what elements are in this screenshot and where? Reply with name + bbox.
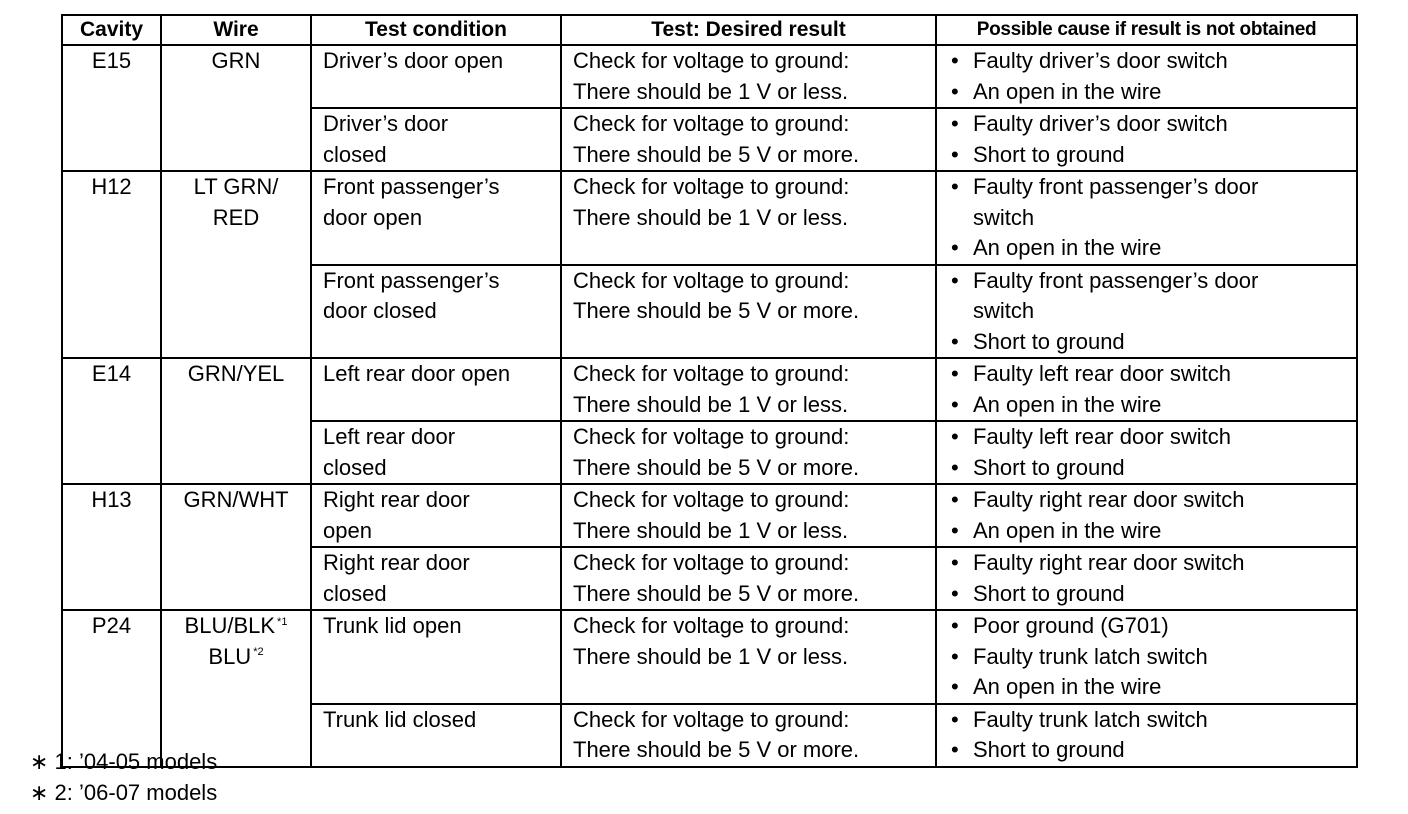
wire-color: LT GRN/	[193, 174, 279, 199]
possible-cause-cell	[936, 484, 1357, 547]
cause-text	[973, 705, 1208, 736]
cause-text	[973, 140, 1125, 171]
cause-list-item	[951, 611, 1356, 642]
cause-text-line: Faulty driver’s door switch	[973, 111, 1228, 136]
test-condition-text: closed	[323, 141, 387, 167]
desired-result-cell	[561, 108, 936, 171]
test-condition-text: Trunk lid open	[323, 613, 462, 638]
table-header-row	[62, 15, 1357, 45]
table-row	[62, 45, 1357, 108]
desired-result-cell	[561, 704, 936, 767]
cause-text	[973, 548, 1244, 579]
table-body	[62, 45, 1357, 767]
cause-text-line: Faulty trunk latch switch	[973, 706, 1208, 732]
bullet-icon: •	[951, 550, 959, 575]
cause-list-item	[951, 548, 1356, 579]
cause-text-line: switch	[973, 298, 1035, 323]
cause-text-line: Faulty trunk latch switch	[973, 643, 1208, 669]
bullet-icon: •	[951, 517, 959, 543]
desired-result-text: Check for voltage to ground:	[573, 424, 850, 449]
test-condition-cell	[311, 484, 561, 547]
wire-color-line	[162, 485, 310, 516]
wire-cell	[161, 171, 311, 358]
cause-text	[973, 642, 1208, 673]
possible-cause-cell	[936, 610, 1357, 704]
test-condition-text: Right rear door	[323, 487, 470, 512]
cavity-label: H12	[91, 174, 132, 199]
bullet-icon: •	[951, 141, 959, 167]
desired-result-cell	[561, 484, 936, 547]
cause-text-line: Faulty front passenger’s door	[973, 174, 1259, 199]
test-condition-text: Left rear door	[323, 424, 456, 449]
cavity-label: E15	[91, 48, 132, 73]
desired-result-cell	[561, 610, 936, 704]
desired-result-text: Check for voltage to ground:	[573, 48, 850, 73]
bullet-icon: •	[951, 487, 959, 512]
desired-result-cell	[561, 547, 936, 610]
cause-list-item	[951, 516, 1356, 547]
bullet-icon: •	[951, 613, 959, 638]
cause-text-line: Faulty driver’s door switch	[973, 48, 1228, 73]
cause-text	[973, 390, 1161, 421]
cause-text-line: Poor ground (G701)	[973, 613, 1169, 638]
cause-text	[973, 485, 1244, 516]
bullet-icon: •	[951, 267, 959, 293]
desired-result-text: Check for voltage to ground:	[573, 267, 850, 293]
cause-list-item	[951, 233, 1356, 264]
desired-result-text: Check for voltage to ground:	[573, 706, 850, 732]
cause-text	[973, 516, 1161, 547]
bullet-icon: •	[951, 580, 959, 606]
wire-cell	[161, 484, 311, 610]
bullet-icon: •	[951, 706, 959, 732]
cause-list-item	[951, 140, 1356, 171]
test-condition-text: Driver’s door open	[323, 48, 504, 73]
door-switch-test-table	[61, 14, 1358, 768]
wire-color-line	[162, 46, 310, 77]
possible-cause-cell	[936, 421, 1357, 484]
desired-result-text: There should be 1 V or less.	[573, 78, 849, 104]
cause-text	[973, 359, 1231, 390]
desired-result-cell	[561, 358, 936, 421]
wire-color-line	[162, 203, 310, 234]
table-row	[62, 171, 1357, 265]
wire-color-line	[162, 642, 310, 673]
desired-result-cell	[561, 45, 936, 108]
cause-text	[973, 233, 1161, 264]
test-condition-cell	[311, 265, 561, 359]
cause-list-item	[951, 390, 1356, 421]
bullet-icon: •	[951, 48, 959, 73]
test-condition-cell	[311, 704, 561, 767]
bullet-icon: •	[951, 361, 959, 386]
desired-result-text: There should be 5 V or more.	[573, 454, 860, 480]
cause-text	[973, 611, 1169, 642]
header-possible-cause: Possible cause if result is not obtained	[936, 15, 1357, 45]
bullet-icon: •	[951, 643, 959, 669]
footnote-2: ∗ 2: ’06-07 models	[30, 780, 218, 805]
bullet-icon: •	[951, 174, 959, 199]
wire-color-line	[162, 172, 310, 203]
bullet-icon: •	[951, 111, 959, 136]
desired-result-text: There should be 1 V or less.	[573, 391, 849, 417]
test-condition-cell	[311, 610, 561, 704]
cause-text	[973, 579, 1125, 610]
test-condition-text: open	[323, 517, 372, 543]
desired-result-text: There should be 5 V or more.	[573, 580, 860, 606]
desired-result-text: Check for voltage to ground:	[573, 361, 850, 386]
cause-text	[973, 672, 1161, 703]
cause-text-line: Short to ground	[973, 737, 1125, 762]
cause-text-line: An open in the wire	[973, 391, 1162, 417]
cause-list-item	[951, 359, 1356, 390]
desired-result-cell	[561, 171, 936, 265]
bullet-icon: •	[951, 391, 959, 417]
cause-text	[973, 172, 1258, 233]
wire-footnote-marker: *1	[277, 615, 288, 628]
cause-list-item	[951, 327, 1356, 358]
header-desired-result: Test: Desired result	[561, 15, 936, 45]
test-condition-text: Front passenger’s	[323, 267, 500, 293]
wire-color: GRN/YEL	[187, 361, 285, 386]
test-condition-cell	[311, 108, 561, 171]
cause-text-line: Faulty front passenger’s door	[973, 267, 1259, 293]
header-test-condition: Test condition	[311, 15, 561, 45]
test-condition-cell	[311, 421, 561, 484]
wire-color-line	[162, 611, 310, 642]
cause-text-line: Faulty left rear door switch	[973, 424, 1231, 449]
cause-text-line: An open in the wire	[973, 517, 1162, 543]
desired-result-cell	[561, 265, 936, 359]
cause-text	[973, 266, 1258, 327]
desired-result-text: There should be 1 V or less.	[573, 204, 849, 230]
cause-list-item	[951, 453, 1356, 484]
test-condition-text: Driver’s door	[323, 111, 449, 136]
table-row	[62, 484, 1357, 547]
cause-text-line: switch	[973, 204, 1035, 230]
header-wire: Wire	[161, 15, 311, 45]
cause-list-item	[951, 642, 1356, 673]
cause-list-item	[951, 109, 1356, 140]
cause-text-line: Faulty right rear door switch	[973, 487, 1245, 512]
cause-text	[973, 453, 1125, 484]
cause-list-item	[951, 705, 1356, 736]
cause-text-line: An open in the wire	[973, 674, 1162, 699]
table-row	[62, 358, 1357, 421]
cause-list-item	[951, 672, 1356, 703]
desired-result-text: There should be 5 V or more.	[573, 141, 860, 167]
cause-text-line: Short to ground	[973, 454, 1125, 480]
desired-result-text: Check for voltage to ground:	[573, 550, 850, 575]
cause-text	[973, 422, 1231, 453]
desired-result-text: Check for voltage to ground:	[573, 111, 850, 136]
cause-list-item	[951, 46, 1356, 77]
test-condition-text: closed	[323, 454, 387, 480]
cause-text	[973, 735, 1125, 766]
bullet-icon: •	[951, 454, 959, 480]
possible-cause-cell	[936, 108, 1357, 171]
wire-cell	[161, 358, 311, 484]
cause-text	[973, 109, 1228, 140]
desired-result-text: There should be 5 V or more.	[573, 298, 860, 323]
cause-list-item	[951, 735, 1356, 766]
cause-list-item	[951, 422, 1356, 453]
possible-cause-cell	[936, 45, 1357, 108]
wire-color: RED	[212, 204, 260, 230]
wire-color-line	[162, 359, 310, 390]
test-condition-text: Left rear door open	[323, 361, 511, 386]
cavity-cell	[62, 610, 161, 767]
cause-list-item	[951, 485, 1356, 516]
cause-text-line: Short to ground	[973, 141, 1125, 167]
desired-result-cell	[561, 421, 936, 484]
cavity-cell	[62, 358, 161, 484]
cause-text-line: Faulty left rear door switch	[973, 361, 1231, 386]
test-condition-text: Front passenger’s	[323, 174, 500, 199]
test-condition-text: door open	[323, 204, 423, 230]
wire-cell	[161, 610, 311, 767]
cause-text-line: Short to ground	[973, 580, 1125, 606]
test-condition-text: door closed	[323, 298, 437, 323]
possible-cause-cell	[936, 265, 1357, 359]
cause-list-item	[951, 579, 1356, 610]
bullet-icon: •	[951, 737, 959, 762]
wire-color: BLU	[208, 643, 252, 669]
test-condition-cell	[311, 45, 561, 108]
desired-result-text: Check for voltage to ground:	[573, 613, 850, 638]
possible-cause-cell	[936, 547, 1357, 610]
possible-cause-cell	[936, 171, 1357, 265]
cavity-cell	[62, 45, 161, 171]
bullet-icon: •	[951, 78, 959, 104]
possible-cause-cell	[936, 358, 1357, 421]
desired-result-text: Check for voltage to ground:	[573, 487, 850, 512]
desired-result-text: There should be 1 V or less.	[573, 643, 849, 669]
cause-list-item	[951, 172, 1356, 233]
cause-list-item	[951, 266, 1356, 327]
test-condition-text: Right rear door	[323, 550, 470, 575]
footnote-1: ∗ 1: ’04-05 models	[30, 749, 218, 774]
cavity-cell	[62, 484, 161, 610]
possible-cause-cell	[936, 704, 1357, 767]
cause-text	[973, 46, 1228, 77]
cavity-label: E14	[91, 361, 132, 386]
cause-text-line: An open in the wire	[973, 235, 1162, 260]
footnotes	[30, 746, 217, 808]
bullet-icon: •	[951, 424, 959, 449]
bullet-icon: •	[951, 674, 959, 699]
header-cavity: Cavity	[62, 15, 161, 45]
wire-color: GRN	[211, 48, 261, 73]
wire-color: GRN/WHT	[183, 487, 289, 512]
cavity-cell	[62, 171, 161, 358]
bullet-icon: •	[951, 328, 959, 354]
cause-list-item	[951, 77, 1356, 108]
test-condition-cell	[311, 547, 561, 610]
test-condition-text: Trunk lid closed	[323, 706, 477, 732]
wire-footnote-marker: *2	[253, 646, 264, 659]
desired-result-text: There should be 5 V or more.	[573, 737, 860, 762]
wire-cell	[161, 45, 311, 171]
cavity-label: H13	[91, 487, 132, 512]
table-row	[62, 610, 1357, 704]
cause-text-line: An open in the wire	[973, 78, 1162, 104]
test-condition-cell	[311, 358, 561, 421]
cause-text	[973, 327, 1125, 358]
test-condition-cell	[311, 171, 561, 265]
cause-text-line: Faulty right rear door switch	[973, 550, 1245, 575]
desired-result-text: Check for voltage to ground:	[573, 174, 850, 199]
cause-text	[973, 77, 1161, 108]
desired-result-text: There should be 1 V or less.	[573, 517, 849, 543]
bullet-icon: •	[951, 235, 959, 260]
cavity-label: P24	[91, 613, 132, 638]
wire-color: BLU/BLK	[184, 613, 276, 638]
cause-text-line: Short to ground	[973, 328, 1125, 354]
test-condition-text: closed	[323, 580, 387, 606]
